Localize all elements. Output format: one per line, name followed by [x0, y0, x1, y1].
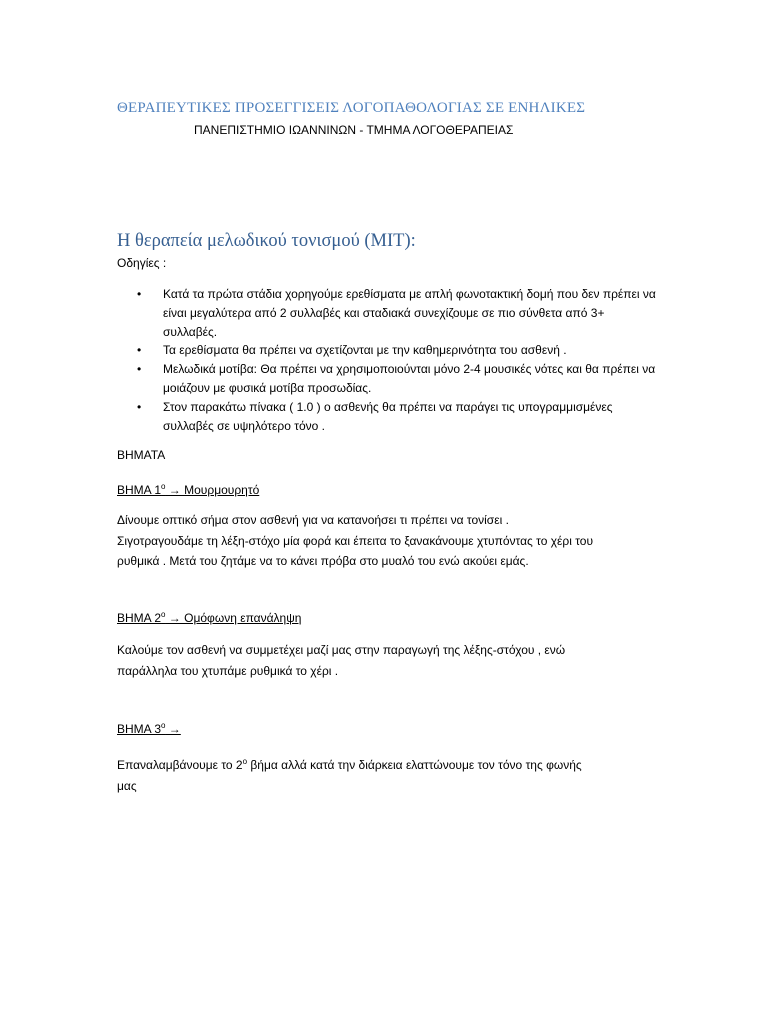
step-2-heading	[117, 610, 301, 625]
step-2-heading-rest: → Ομόφωνη επανάληψη	[165, 611, 302, 625]
step-2-ordinal: ο	[161, 610, 166, 619]
steps-label: ΒΗΜΑΤΑ	[117, 448, 166, 462]
bullet-icon: •	[137, 362, 142, 377]
step-3-ordinal: ο	[161, 721, 166, 730]
text-segment: βήμα αλλά κατά την διάρκεια ελαττώνουμε τον τόνο της φωνής	[247, 758, 582, 772]
document-title: ΘΕΡΑΠΕΥΤΙΚΕΣ ΠΡΟΣΕΓΓΙΣΕΙΣ ΛΟΓΟΠΑΘΟΛΟΓΙΑΣ ΣΕ ΕΝΗΛΙΚΕΣ	[117, 100, 586, 116]
text-line	[117, 752, 657, 776]
list-item-text: Στον παρακάτω πίνακα ( 1.0 ) ο ασθενής θα πρέπει να παράγει τις υπογραμμισμένες συλλαβές σε υψηλότερο τόνο .	[163, 399, 613, 433]
step-2-text	[117, 640, 657, 681]
text-line: Σιγοτραγουδάμε τη λέξη-στόχο μία φορά και έπειτα το ξανακάνουμε χτυπόντας το χέρι του	[117, 533, 594, 548]
bullet-icon: •	[137, 287, 142, 301]
list-item	[117, 285, 657, 341]
step-1-ordinal: ο	[161, 482, 166, 491]
list-item	[117, 341, 657, 360]
instructions-label: Οδηγίες :	[117, 256, 167, 270]
document-subtitle: ΠΑΝΕΠΙΣΤΗΜΙΟ ΙΩΑΝΝΙΝΩΝ - ΤΜΗΜΑ ΛΟΓΟΘΕΡΑΠΕΙΑΣ	[194, 123, 514, 137]
step-3-heading	[117, 721, 181, 736]
text-line: μας	[117, 778, 137, 793]
step-1-heading-rest: → Μουρμουρητό	[165, 483, 260, 497]
text-segment: Επαναλαμβάνουμε το 2	[117, 758, 243, 772]
list-item-text: Κατά τα πρώτα στάδια χορηγούμε ερεθίσματα με απλή φωνοτακτική δομή που δεν πρέπει να είναι μεγαλύτερα από 2 συλλαβές και σταδιακά συνεχίζουμε σε πιο σύνθετα από 3+ συλλαβές.	[163, 287, 656, 339]
step-3-text-ordinal: ο	[242, 757, 248, 766]
step-3-heading-rest: →	[165, 722, 181, 736]
step-1-heading-prefix: ΒΗΜΑ 1	[117, 483, 162, 497]
list-item	[117, 398, 657, 436]
step-1-heading	[117, 482, 259, 497]
step-3-heading-prefix: ΒΗΜΑ 3	[117, 722, 162, 736]
bullet-icon: •	[137, 399, 142, 414]
text-line: ρυθμικά . Μετά του ζητάμε να το κάνει πρόβα στο μυαλό του ενώ ακούει εμάς.	[117, 554, 529, 568]
bullet-icon: •	[137, 343, 142, 358]
text-line: Δίνουμε οπτικό σήμα στον ασθενή για να κατανοήσει τι πρέπει να τονίσει .	[117, 513, 509, 527]
step-1-text	[117, 510, 657, 572]
step-2-heading-prefix: ΒΗΜΑ 2	[117, 611, 162, 625]
text-line: παράλληλα του χτυπάμε ρυθμικά το χέρι .	[117, 663, 339, 678]
section-heading: Η θεραπεία μελωδικού τονισμού (MIT):	[117, 231, 416, 251]
list-item-text: Τα ερεθίσματα θα πρέπει να σχετίζονται με την καθημερινότητα του ασθενή .	[163, 343, 567, 358]
instructions-list	[117, 285, 657, 435]
text-line: Καλούμε τον ασθενή να συμμετέχει μαζί μας στην παραγωγή της λέξης-στόχου , ενώ	[117, 643, 566, 657]
step-3-text	[117, 752, 657, 796]
list-item	[117, 360, 657, 398]
list-item-text: Μελωδικά μοτίβα: Θα πρέπει να χρησιμοποιούνται μόνο 2-4 μουσικές νότες και θα πρέπει να μοιάζουν με φυσικά μοτίβα προσωδίας.	[163, 362, 656, 395]
